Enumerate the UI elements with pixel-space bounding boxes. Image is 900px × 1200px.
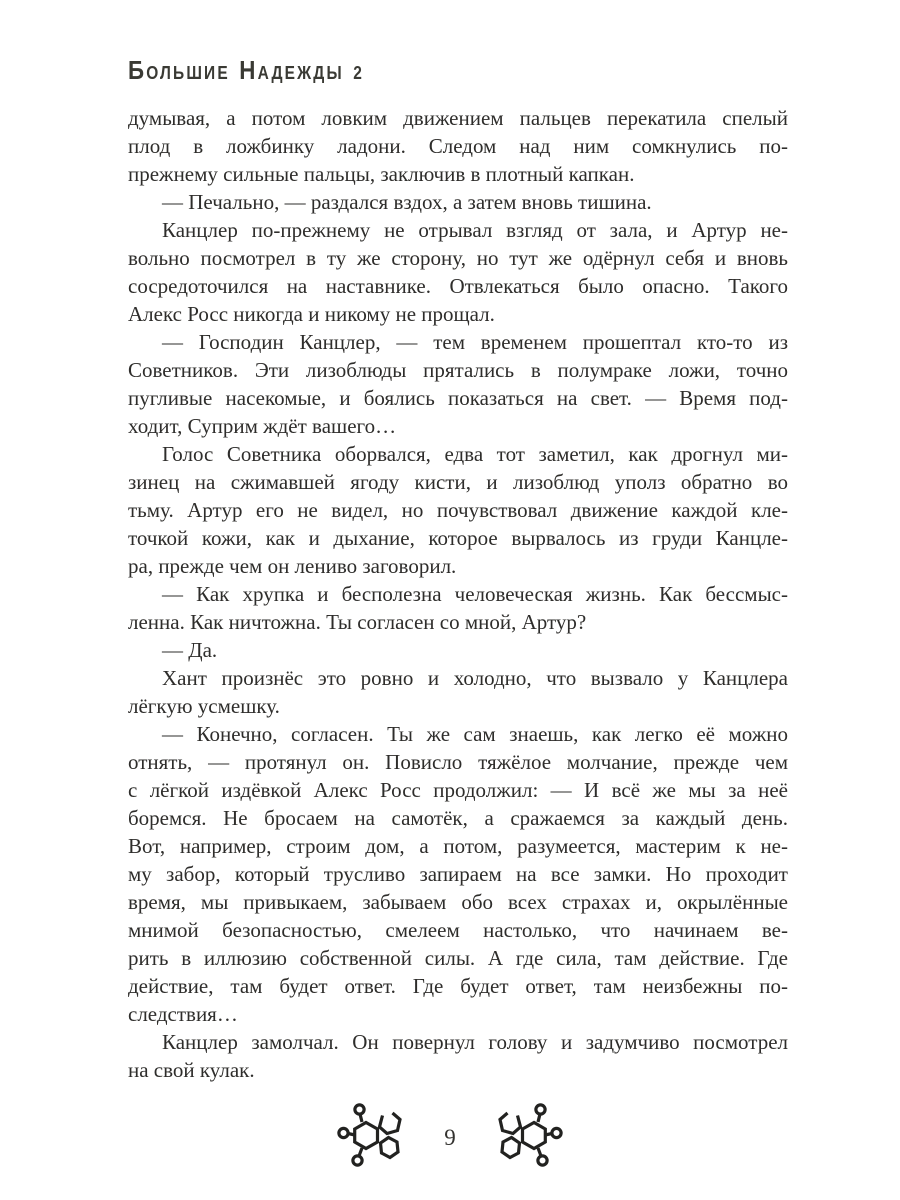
text-line: Канцлер по-прежнему не отрывал взгляд от зала, и Артур не- xyxy=(162,218,788,242)
text-line: Хант произнёс это ровно и холодно, что вызвало у Канцлера xyxy=(162,666,788,690)
text-line: лёгкую усмешку. xyxy=(128,694,280,718)
text-line: — Господин Канцлер, — тем временем прошептал кто-то из xyxy=(162,330,788,354)
molecule-icon xyxy=(336,1102,406,1168)
text-line: — Конечно, согласен. Ты же сам знаешь, как легко её можно xyxy=(162,722,788,746)
text-line: Советников. Эти лизоблюды прятались в полумраке ложи, точно xyxy=(128,358,788,382)
text-line: му забор, который трусливо запираем на все замки. Но проходит xyxy=(128,862,788,886)
text-line: вольно посмотрел в ту же сторону, но тут же одёрнул себя и вновь xyxy=(128,246,788,270)
text-line: на свой кулак. xyxy=(128,1058,255,1082)
text-line: рить в иллюзию собственной силы. А где сила, там действие. Где xyxy=(128,946,788,970)
text-line: следствия… xyxy=(128,1002,238,1026)
text-line: прежнему сильные пальцы, заключив в плотный капкан. xyxy=(128,162,635,186)
text-line: мнимой безопасностью, смелеем настолько, что начинаем ве- xyxy=(128,918,788,942)
text-line: Канцлер замолчал. Он повернул голову и задумчиво посмотрел xyxy=(162,1030,788,1054)
text-line: плод в ложбинку ладони. Следом над ним сомкнулись по- xyxy=(128,134,788,158)
text-line: Алекс Росс никогда и никому не прощал. xyxy=(128,302,495,326)
text-line: тьму. Артур его не видел, но почувствовал движение каждой кле- xyxy=(128,498,788,522)
text-line: сосредоточился на наставнике. Отвлекаться было опасно. Такого xyxy=(128,274,788,298)
page-number: 9 xyxy=(444,1124,456,1150)
text-line: с лёгкой издёвкой Алекс Росс продолжил: — И всё же мы за неё xyxy=(128,778,788,802)
text-line: время, мы привыкаем, забываем обо всех страхах и, окрылённые xyxy=(128,890,788,914)
page-text xyxy=(128,104,788,1084)
text-line: ленна. Как ничтожна. Ты согласен со мной, Артур? xyxy=(128,610,587,634)
running-header: БОЛЬШИЕ НАДЕЖДЫ 2 xyxy=(128,55,365,85)
text-line: зинец на сжимавшей ягоду кисти, и лизоблюд уполз обратно во xyxy=(128,470,788,494)
text-line: пугливые насекомые, и боялись показаться на свет. — Время под- xyxy=(128,386,788,410)
molecule-icon xyxy=(494,1102,564,1168)
text-line: ходит, Суприм ждёт вашего… xyxy=(128,414,397,438)
page-footer xyxy=(0,1102,900,1168)
text-line: ра, прежде чем он лениво заговорил. xyxy=(128,554,457,578)
text-line: — Печально, — раздался вздох, а затем вновь тишина. xyxy=(162,190,652,214)
text-line: боремся. Не бросаем на самотёк, а сражаемся за каждый день. xyxy=(128,806,788,830)
text-line: точкой кожи, как и дыхание, которое вырвалось из груди Канцле- xyxy=(128,526,788,550)
text-line: думывая, а потом ловким движением пальцев перекатила спелый xyxy=(128,106,788,130)
text-line: — Да. xyxy=(162,638,218,662)
text-line: действие, там будет ответ. Где будет ответ, там неизбежны по- xyxy=(128,974,788,998)
text-line: отнять, — протянул он. Повисло тяжёлое молчание, прежде чем xyxy=(128,750,788,774)
text-line: — Как хрупка и бесполезна человеческая жизнь. Как бессмыс- xyxy=(162,582,788,606)
text-line: Вот, например, строим дом, а потом, разумеется, мастерим к не- xyxy=(128,834,788,858)
text-line: Голос Советника оборвался, едва тот заметил, как дрогнул ми- xyxy=(162,442,788,466)
